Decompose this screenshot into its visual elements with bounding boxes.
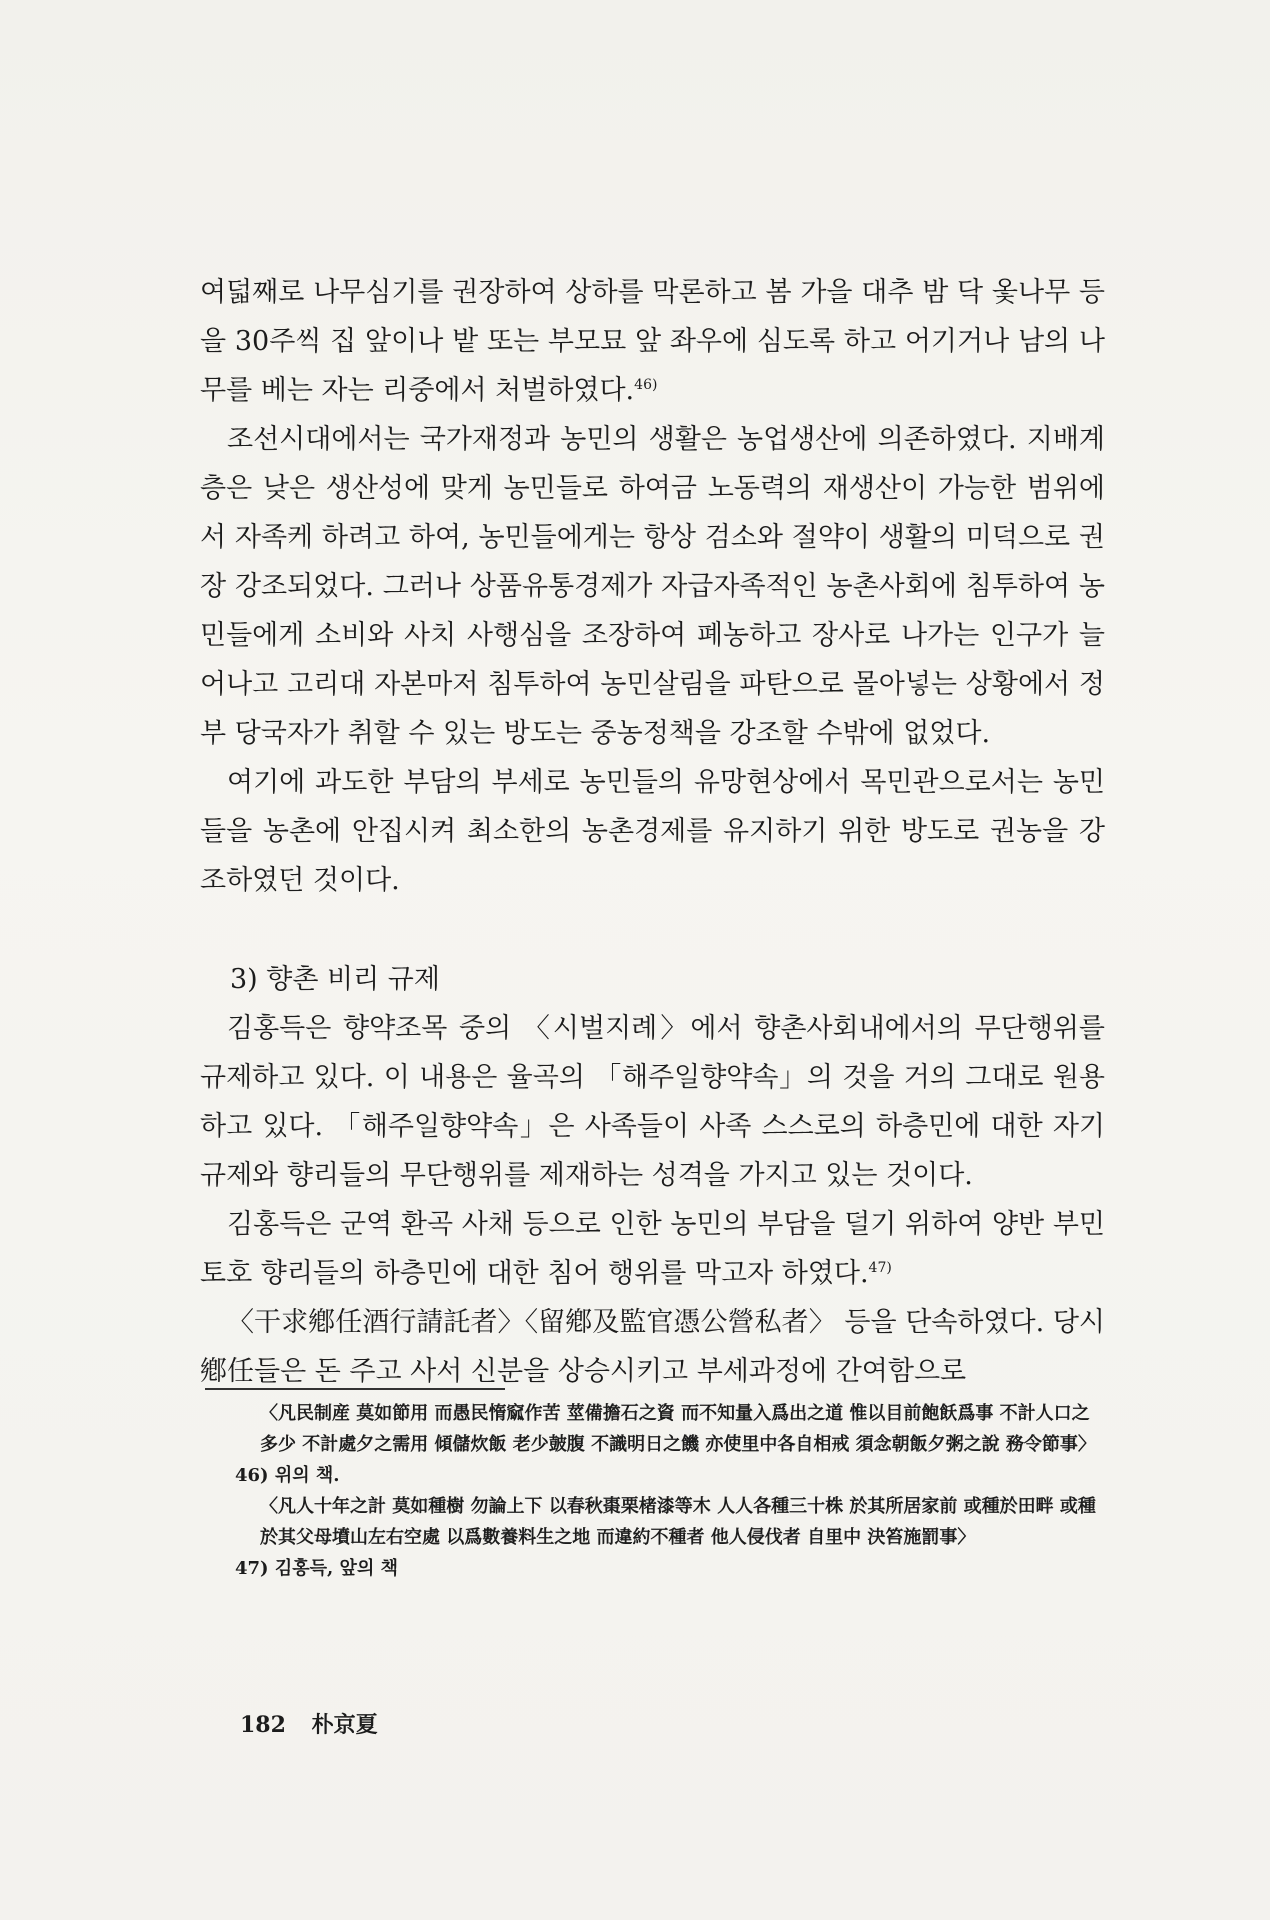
footnote-46-quote: 〈凡人十年之計 莫如種樹 勿論上下 以春秋棗栗楮漆等木 人人各種三十株 於其所居家前 或種於田畔 或種於其父母墳山左右空處 以爲數養料生之地 而違約不種者 他人侵伐者 自里中 決笞施罰事〉 — [260, 1496, 1096, 1548]
footnote-47: 47) 김홍득, 앞의 책 — [235, 1558, 398, 1579]
paragraph-sibeol: 김홍득은 향약조목 중의 〈시벌지례〉에서 향촌사회내에서의 무단행위를 규제하고 있다. 이 내용은 율곡의 「해주일향약속」의 것을 거의 그대로 원용하고 있다. 「해주일향약속」은 사족들이 사족 스스로의 하층민에 대한 자기규제와 향리들의 무단행위를 제재하는 성격을 가지고 있는 것이다. — [200, 1013, 1105, 1191]
paragraph-hyangim: 〈干求鄕任酒行請託者〉〈留鄕及監官憑公營私者〉 등을 단속하였다. 당시 鄕任들은 돈 주고 사서 신분을 상승시키고 부세과정에 간여함으로 — [200, 1307, 1105, 1387]
footnote-ref-46: 46) — [634, 377, 658, 393]
page-number: 182 — [240, 1712, 286, 1738]
paragraph-trees: 여덟째로 나무심기를 권장하여 상하를 막론하고 봄 가을 대추 밤 닥 옻나무 등을 30주씩 집 앞이나 밭 또는 부모묘 앞 좌우에 심도록 하고 어기거나 남의 나무를 베는 자는 리중에서 처벌하였다.$^{46)}$ — [200, 277, 1105, 406]
page-footer — [240, 1708, 396, 1739]
paragraph-joseon-economy: 조선시대에서는 국가재정과 농민의 생활은 농업생산에 의존하였다. 지배계층은 낮은 생산성에 맞게 농민들로 하여금 노동력의 재생산이 가능한 범위에서 자족케 하려고 하여, 농민들에게는 항상 검소와 절약이 생활의 미덕으로 권장 강조되었다. 그러나 상품유통경제가 자급자족적인 농촌사회에 침투하여 농민들에게 소비와 사치 사행심을 조장하여 폐농하고 장사로 나가는 인구가 늘어나고 고리대 자본마저 침투하여 농민살림을 파탄으로 몰아넣는 상황에서 정부 당국자가 취할 수 있는 방도는 중농정책을 강조할 수밖에 없었다. — [200, 424, 1105, 749]
footnote-46: 46) 위의 책. — [235, 1465, 340, 1486]
footnote-ref-47: 47) — [868, 1260, 892, 1276]
paragraph-burden: 김홍득은 군역 환곡 사채 등으로 인한 농민의 부담을 덜기 위하여 양반 부민 토호 향리들의 하층민에 대한 침어 행위를 막고자 하였다.$^{47)}$ — [200, 1209, 1105, 1289]
body-text — [200, 268, 1105, 1396]
footnote-prev-continuation: 〈凡民制産 莫如節用 而愚民惰窳作苦 莖備擔石之資 而不知量入爲出之道 惟以目前飽飫爲事 不計人口之多少 不計處夕之需用 傾儲炊飯 老少皷腹 不識明日之饑 亦使里中各自相戒 須念朝飯夕粥之說 務令節事〉 — [260, 1403, 1096, 1455]
section-heading: 3) 향촌 비리 규제 — [230, 964, 440, 995]
paragraph-gwonnong: 여기에 과도한 부담의 부세로 농민들의 유망현상에서 목민관으로서는 농민들을 농촌에 안집시켜 최소한의 농촌경제를 유지하기 위한 방도로 권농을 강조하였던 것이다. — [200, 767, 1105, 896]
footnote-divider — [205, 1388, 505, 1390]
running-author: 朴京夏 — [311, 1712, 378, 1738]
footnotes — [235, 1398, 1105, 1584]
